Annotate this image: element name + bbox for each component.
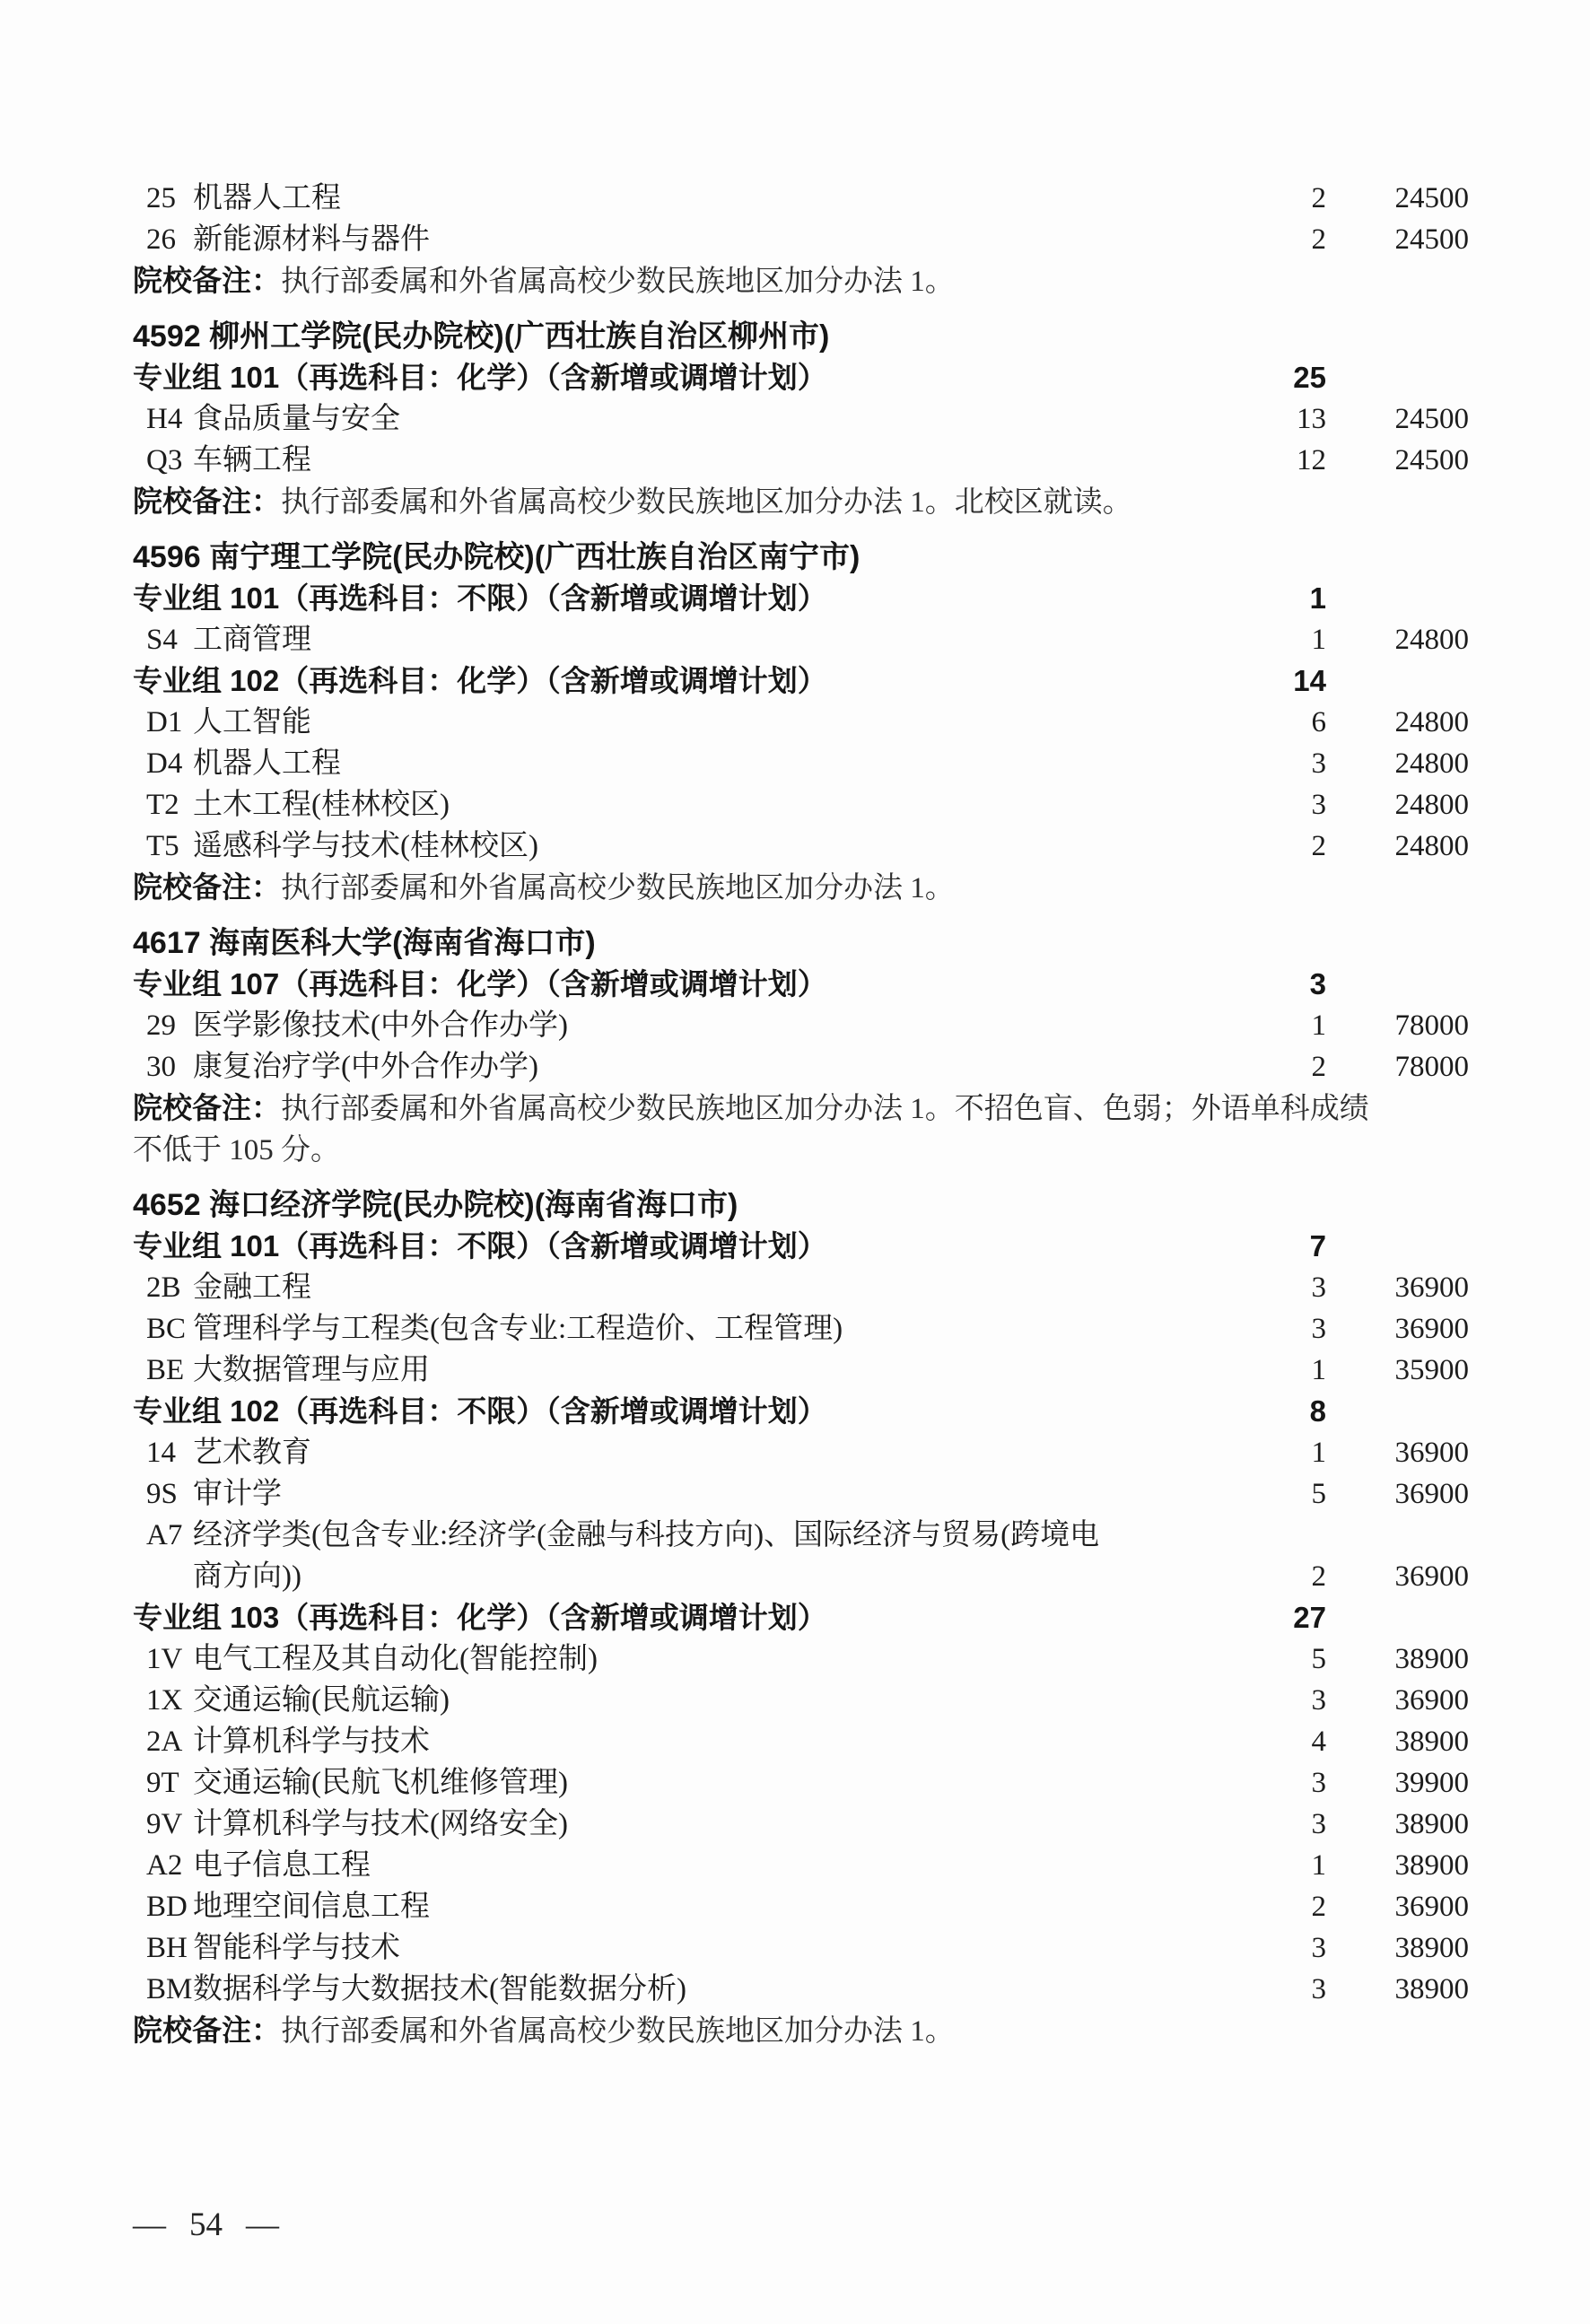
group-plan-count: 7 (1309, 1229, 1326, 1262)
major-name: 数据科学与大数据技术(智能数据分析) (193, 1973, 686, 2005)
group-header (0, 357, 1590, 398)
major-code: Q3 (146, 444, 183, 476)
remark-text: 执行部委属和外省属高校少数民族地区加分办法 1。 (281, 872, 955, 904)
major-code: 2A (146, 1726, 183, 1758)
major-name: 计算机科学与技术(网络安全) (193, 1808, 568, 1840)
major-name: 电子信息工程 (193, 1849, 371, 1882)
major-name: 新能源材料与器件 (193, 223, 430, 256)
major-row (0, 619, 1590, 660)
continuation-section (0, 178, 1590, 302)
page-footer (133, 2206, 279, 2244)
major-code: T2 (146, 789, 179, 821)
major-row (0, 1886, 1590, 1927)
major-tuition-fee: 24800 (1394, 706, 1469, 738)
school-remark (0, 260, 1590, 302)
group-header (0, 1597, 1590, 1638)
group-header (0, 1391, 1590, 1432)
major-code: 14 (146, 1437, 176, 1469)
major-row (0, 219, 1590, 260)
major-code: BD (146, 1891, 188, 1923)
major-plan-count: 3 (1311, 1808, 1326, 1840)
major-plan-count: 1 (1311, 624, 1326, 656)
major-plan-count: 3 (1311, 1973, 1326, 2005)
major-plan-count: 3 (1311, 1313, 1326, 1345)
major-tuition-fee: 24500 (1394, 223, 1469, 256)
major-row (0, 1638, 1590, 1680)
major-plan-count: 1 (1311, 1849, 1326, 1882)
major-name: 机器人工程 (193, 747, 341, 780)
major-code: D1 (146, 706, 183, 738)
school-section (0, 922, 1590, 1171)
major-name-continued: 商方向)) (193, 1560, 301, 1593)
major-code: 1X (146, 1684, 183, 1717)
group-title: 专业组 101（再选科目：不限）（含新增或调增计划） (133, 581, 827, 615)
major-name: 机器人工程 (193, 182, 341, 214)
major-tuition-fee: 78000 (1394, 1051, 1469, 1083)
major-tuition-fee: 24500 (1394, 403, 1469, 435)
remark-label: 院校备注： (133, 1091, 281, 1124)
major-plan-count: 2 (1311, 1560, 1326, 1593)
major-tuition-fee: 24500 (1394, 444, 1469, 476)
group-header (0, 660, 1590, 702)
group-header (0, 964, 1590, 1005)
remark-text: 执行部委属和外省属高校少数民族地区加分办法 1。不招色盲、色弱；外语单科成绩 (281, 1093, 1369, 1125)
major-code: BH (146, 1932, 188, 1964)
major-plan-count: 2 (1311, 223, 1326, 256)
major-plan-count: 2 (1311, 1891, 1326, 1923)
school-section (0, 537, 1590, 909)
major-plan-count: 12 (1297, 444, 1326, 476)
group-header (0, 1226, 1590, 1267)
major-code: 26 (146, 223, 176, 256)
school-header: 4596 南宁理工学院(民办院校)(广西壮族自治区南宁市) (133, 540, 861, 574)
major-row (0, 702, 1590, 743)
school-section (0, 316, 1590, 523)
major-code: 25 (146, 182, 176, 214)
major-row (0, 398, 1590, 440)
major-row (0, 743, 1590, 784)
major-plan-count: 2 (1311, 182, 1326, 214)
major-tuition-fee: 38900 (1394, 1973, 1469, 2005)
major-row (0, 784, 1590, 826)
major-tuition-fee: 38900 (1394, 1849, 1469, 1882)
major-name: 电气工程及其自动化(智能控制) (193, 1643, 598, 1675)
major-tuition-fee: 39900 (1394, 1767, 1469, 1799)
major-plan-count: 1 (1311, 1354, 1326, 1386)
major-tuition-fee: 36900 (1394, 1271, 1469, 1304)
remark-line-first (0, 481, 1590, 523)
major-row (0, 1350, 1590, 1391)
major-plan-count: 2 (1311, 1051, 1326, 1083)
group-plan-count: 3 (1309, 967, 1326, 1000)
group-title: 专业组 102（再选科目：化学）（含新增或调增计划） (133, 664, 827, 697)
major-tuition-fee: 38900 (1394, 1808, 1469, 1840)
major-name: 审计学 (193, 1478, 282, 1510)
major-row (0, 1680, 1590, 1721)
major-plan-count: 6 (1311, 706, 1326, 738)
major-name: 管理科学与工程类(包含专业:工程造价、工程管理) (193, 1313, 843, 1345)
major-tuition-fee: 36900 (1394, 1891, 1469, 1923)
major-name: 食品质量与安全 (193, 403, 400, 435)
group-title: 专业组 107（再选科目：化学）（含新增或调增计划） (133, 967, 827, 1000)
major-code: 29 (146, 1009, 176, 1042)
major-name: 计算机科学与技术 (193, 1726, 430, 1758)
major-plan-count: 1 (1311, 1437, 1326, 1469)
major-tuition-fee: 24800 (1394, 624, 1469, 656)
major-row (0, 1845, 1590, 1886)
major-tuition-fee: 36900 (1394, 1478, 1469, 1510)
remark-text: 执行部委属和外省属高校少数民族地区加分办法 1。 (281, 2015, 955, 2048)
major-plan-count: 3 (1311, 1932, 1326, 1964)
school-remark (0, 867, 1590, 909)
major-code: 30 (146, 1051, 176, 1083)
major-tuition-fee: 35900 (1394, 1354, 1469, 1386)
major-row (0, 826, 1590, 867)
major-name: 车辆工程 (193, 444, 311, 476)
major-name: 大数据管理与应用 (193, 1354, 430, 1386)
major-code: BE (146, 1354, 185, 1386)
remark-line-first (0, 867, 1590, 909)
major-code: BC (146, 1313, 187, 1345)
major-name: 艺术教育 (193, 1437, 311, 1469)
major-code: H4 (146, 403, 183, 435)
major-tuition-fee: 38900 (1394, 1643, 1469, 1675)
major-row (0, 1804, 1590, 1845)
major-name: 人工智能 (193, 706, 311, 738)
footer-left-dash: — (133, 2206, 166, 2243)
major-name: 经济学类(包含专业:经济学(金融与科技方向)、国际经济与贸易(跨境电 (193, 1519, 1100, 1551)
major-row (0, 178, 1590, 219)
major-row (0, 1267, 1590, 1308)
school-header: 4652 海口经济学院(民办院校)(海南省海口市) (133, 1188, 738, 1222)
major-name: 医学影像技术(中外合作办学) (193, 1009, 568, 1042)
major-name: 遥感科学与技术(桂林校区) (193, 830, 538, 862)
group-plan-count: 1 (1309, 581, 1326, 615)
remark-line-first (0, 1088, 1590, 1130)
major-tuition-fee: 36900 (1394, 1684, 1469, 1717)
group-title: 专业组 101（再选科目：化学）（含新增或调增计划） (133, 361, 827, 394)
remark-label: 院校备注： (133, 485, 281, 518)
remark-label: 院校备注： (133, 264, 281, 297)
group-header (0, 578, 1590, 619)
remark-text: 不低于 105 分。 (133, 1134, 340, 1166)
major-row (0, 1927, 1590, 1969)
school-remark (0, 481, 1590, 523)
major-row (0, 1308, 1590, 1350)
major-tuition-fee: 36900 (1394, 1437, 1469, 1469)
major-row (0, 1721, 1590, 1762)
major-code: T5 (146, 830, 179, 862)
major-row (0, 1046, 1590, 1088)
major-tuition-fee: 24800 (1394, 789, 1469, 821)
major-code: 2B (146, 1271, 181, 1304)
major-code: 9T (146, 1767, 179, 1799)
remark-text: 执行部委属和外省属高校少数民族地区加分办法 1。 (281, 266, 955, 298)
remark-text: 执行部委属和外省属高校少数民族地区加分办法 1。北校区就读。 (281, 486, 1132, 519)
major-name: 康复治疗学(中外合作办学) (193, 1051, 538, 1083)
major-row (0, 1432, 1590, 1473)
document-content (0, 178, 1590, 2052)
major-plan-count: 3 (1311, 747, 1326, 780)
remark-line-continued (0, 1130, 1590, 1171)
major-row (0, 1762, 1590, 1804)
major-name: 智能科学与技术 (193, 1932, 400, 1964)
group-plan-count: 25 (1293, 361, 1326, 394)
remark-line-first (0, 260, 1590, 302)
major-plan-count: 13 (1297, 403, 1326, 435)
major-plan-count: 3 (1311, 1271, 1326, 1304)
group-title: 专业组 102（再选科目：不限）（含新增或调增计划） (133, 1394, 827, 1428)
major-row (0, 440, 1590, 481)
major-plan-count: 3 (1311, 1684, 1326, 1717)
group-title: 专业组 101（再选科目：不限）（含新增或调增计划） (133, 1229, 827, 1262)
group-title: 专业组 103（再选科目：化学）（含新增或调增计划） (133, 1601, 827, 1634)
major-tuition-fee: 78000 (1394, 1009, 1469, 1042)
major-plan-count: 5 (1311, 1478, 1326, 1510)
major-code: BM (146, 1973, 193, 2005)
major-code: A7 (146, 1519, 183, 1551)
footer-right-dash: — (246, 2206, 279, 2243)
major-row (0, 1473, 1590, 1515)
school-remark (0, 1088, 1590, 1171)
major-name: 地理空间信息工程 (193, 1891, 430, 1923)
major-tuition-fee: 24500 (1394, 182, 1469, 214)
major-name: 工商管理 (193, 624, 311, 656)
major-name: 交通运输(民航运输) (193, 1684, 450, 1717)
major-tuition-fee: 38900 (1394, 1932, 1469, 1964)
major-code: D4 (146, 747, 183, 780)
major-code: 9V (146, 1808, 183, 1840)
major-code: 1V (146, 1643, 183, 1675)
major-code: S4 (146, 624, 178, 656)
major-row (0, 1969, 1590, 2010)
major-row (0, 1005, 1590, 1046)
remark-line-first (0, 2010, 1590, 2052)
group-plan-count: 8 (1309, 1394, 1326, 1428)
major-name: 交通运输(民航飞机维修管理) (193, 1767, 568, 1799)
major-tuition-fee: 24800 (1394, 830, 1469, 862)
group-plan-count: 27 (1293, 1601, 1326, 1634)
major-plan-count: 3 (1311, 789, 1326, 821)
major-name: 土木工程(桂林校区) (193, 789, 450, 821)
major-tuition-fee: 36900 (1394, 1313, 1469, 1345)
major-code: 9S (146, 1478, 178, 1510)
group-plan-count: 14 (1293, 664, 1326, 697)
school-header: 4592 柳州工学院(民办院校)(广西壮族自治区柳州市) (133, 319, 830, 354)
major-tuition-fee: 24800 (1394, 747, 1469, 780)
major-row (0, 1515, 1590, 1597)
major-plan-count: 1 (1311, 1009, 1326, 1042)
school-remark (0, 2010, 1590, 2052)
major-tuition-fee: 36900 (1394, 1560, 1469, 1593)
remark-label: 院校备注： (133, 870, 281, 904)
school-header: 4617 海南医科大学(海南省海口市) (133, 926, 596, 960)
major-code: A2 (146, 1849, 183, 1882)
major-tuition-fee: 38900 (1394, 1726, 1469, 1758)
major-name: 金融工程 (193, 1271, 311, 1304)
major-plan-count: 5 (1311, 1643, 1326, 1675)
remark-label: 院校备注： (133, 2014, 281, 2047)
page-number: 54 (189, 2206, 223, 2243)
major-plan-count: 3 (1311, 1767, 1326, 1799)
major-plan-count: 2 (1311, 830, 1326, 862)
major-plan-count: 4 (1311, 1726, 1326, 1758)
school-section (0, 1184, 1590, 2052)
